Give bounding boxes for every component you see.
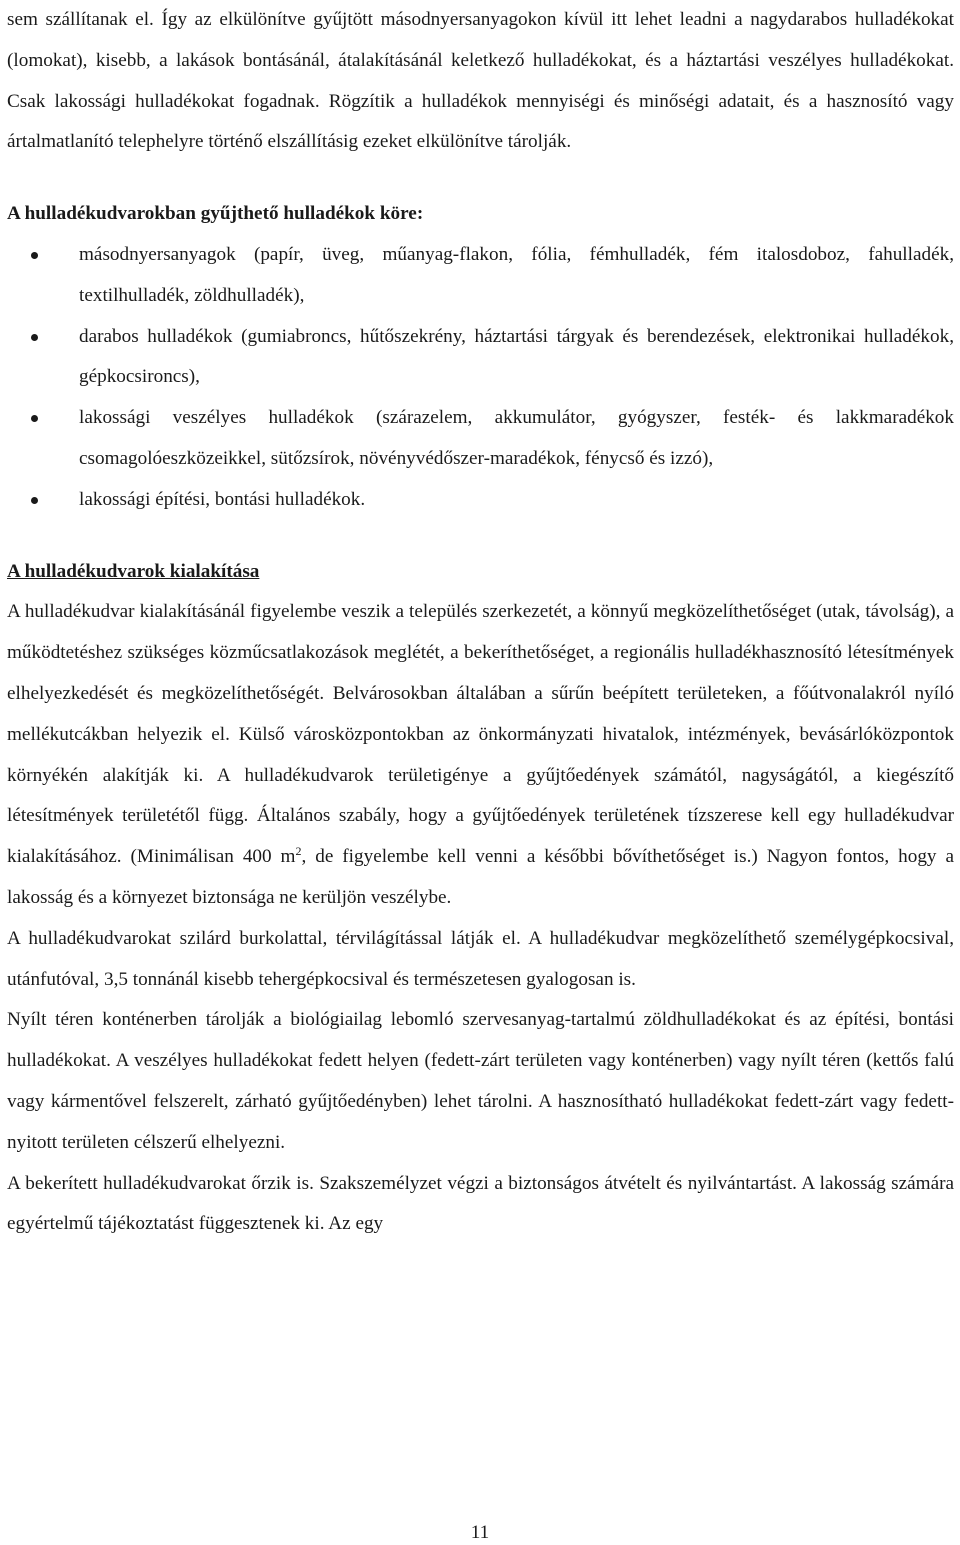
design-paragraph-3: Nyílt téren konténerben tárolják a biológiailag lebomló szervesanyag-tartalmú zöldhulladékokat és az építési, bontási hulladékokat. A veszélyes hulladékokat fedett helyen (fedett-zárt területen vagy konténerben) vagy nyílt téren (kettős falú vagy kármentővel felszerelt, zárható gyűjtőedényben) lehet tárolni. A hasznosítható hulladékokat fedett-zárt vagy fedett-nyitott területen célszerű elhelyezni. [7,1009,954,1153]
design-paragraph-1-start: A hulladékudvar kialakításánál figyelembe veszik a település szerkezetét, a könnyű megközelíthetőséget (utak, távolság), a működtetéshez szükséges közműcsatlakozások meglétét, a bekeríthetőséget, a regionális hulladékhasznosító létesítmények elhelyezkedését és megközelíthetőségét. Belvárosokban általában a sűrűn beépített területeken, a főútvonalakról nyíló mellékutcákban helyezik el. Külső városközpontokban az önkormányzati hivatalok, intézmények, bevásárlóközpontok környékén alakítják ki. A hulladékudvarok területigénye a gyűjtőedények számától, nagyságától, a kiegészítő létesítmények területétől függ. Általános szabály, hogy a gyűjtőedények területének tízszerese kell egy hulladékudvar kialakításához. (Minimálisan 400 m [7,601,954,868]
design-paragraph-2: A hulladékudvarokat szilárd burkolattal, térvilágítással látják el. A hulladékudvar megközelíthető személygépkocsival, utánfutóval, 3,5 tonnánál kisebb tehergépkocsival és természetesen gyalogosan is. [7,927,954,990]
design-paragraph-1 [7,592,954,918]
collectible-waste-list [7,235,954,521]
design-paragraph-1-end: , de figyelembe kell venni a későbbi bővíthetőséget is.) Nagyon fontos, hogy a lakosság és a környezet biztonsága ne kerüljön veszélybe. [7,846,954,908]
list-item [7,235,954,317]
list-item [7,398,954,480]
superscript-exponent: 2 [295,844,302,859]
list-item-text: lakossági veszélyes hulladékok (szárazelem, akkumulátor, gyógyszer, festék- és lakkmaradékok csomagolóeszközeikkel, sütőzsírok, növényvédőszer-maradékok, fénycső és izzó), [79,407,954,469]
list-item [7,480,954,521]
page-number: 11 [470,1522,490,1543]
list-item-text: darabos hulladékok (gumiabroncs, hűtőszekrény, háztartási tárgyak és berendezések, elektronikai hulladékok, gépkocsironcs), [79,325,954,388]
bullet-icon [31,252,38,259]
design-paragraph-4: A bekerített hulladékudvarokat őrzik is. Szakszemélyzet végzi a biztonságos átvételt és nyilvántartást. A lakosság számára egyértelmű tájékoztatást függesztenek ki. Az egy [7,1172,954,1235]
bullet-icon [31,415,38,422]
document-page [7,0,954,1245]
bullet-icon [31,334,38,341]
intro-paragraph: sem szállítanak el. Így az elkülönítve gyűjtött másodnyersanyagokon kívül itt lehet leadni a nagydarabos hulladékokat (lomokat), kisebb, a lakások bontásánál, átalakításánál keletkező hulladékokat, és a háztartási veszélyes hulladékokat. Csak lakossági hulladékokat fogadnak. Rögzítik a hulladékok mennyiségi és minőségi adatait, és a hasznosító vagy ártalmatlanító telephelyre történő elszállításig ezeket elkülönítve tárolják. [7,9,954,153]
list-item [7,317,954,399]
bullet-icon [31,497,38,504]
collectible-waste-heading: A hulladékudvarokban gyűjthető hulladékok köre: [7,203,424,225]
list-item-text: lakossági építési, bontási hulladékok. [79,488,366,510]
design-section-heading: A hulladékudvarok kialakítása [7,560,260,582]
list-item-text: másodnyersanyagok (papír, üveg, műanyag-flakon, fólia, fémhulladék, fém italosdoboz, fahulladék, textilhulladék, zöldhulladék), [79,243,954,306]
